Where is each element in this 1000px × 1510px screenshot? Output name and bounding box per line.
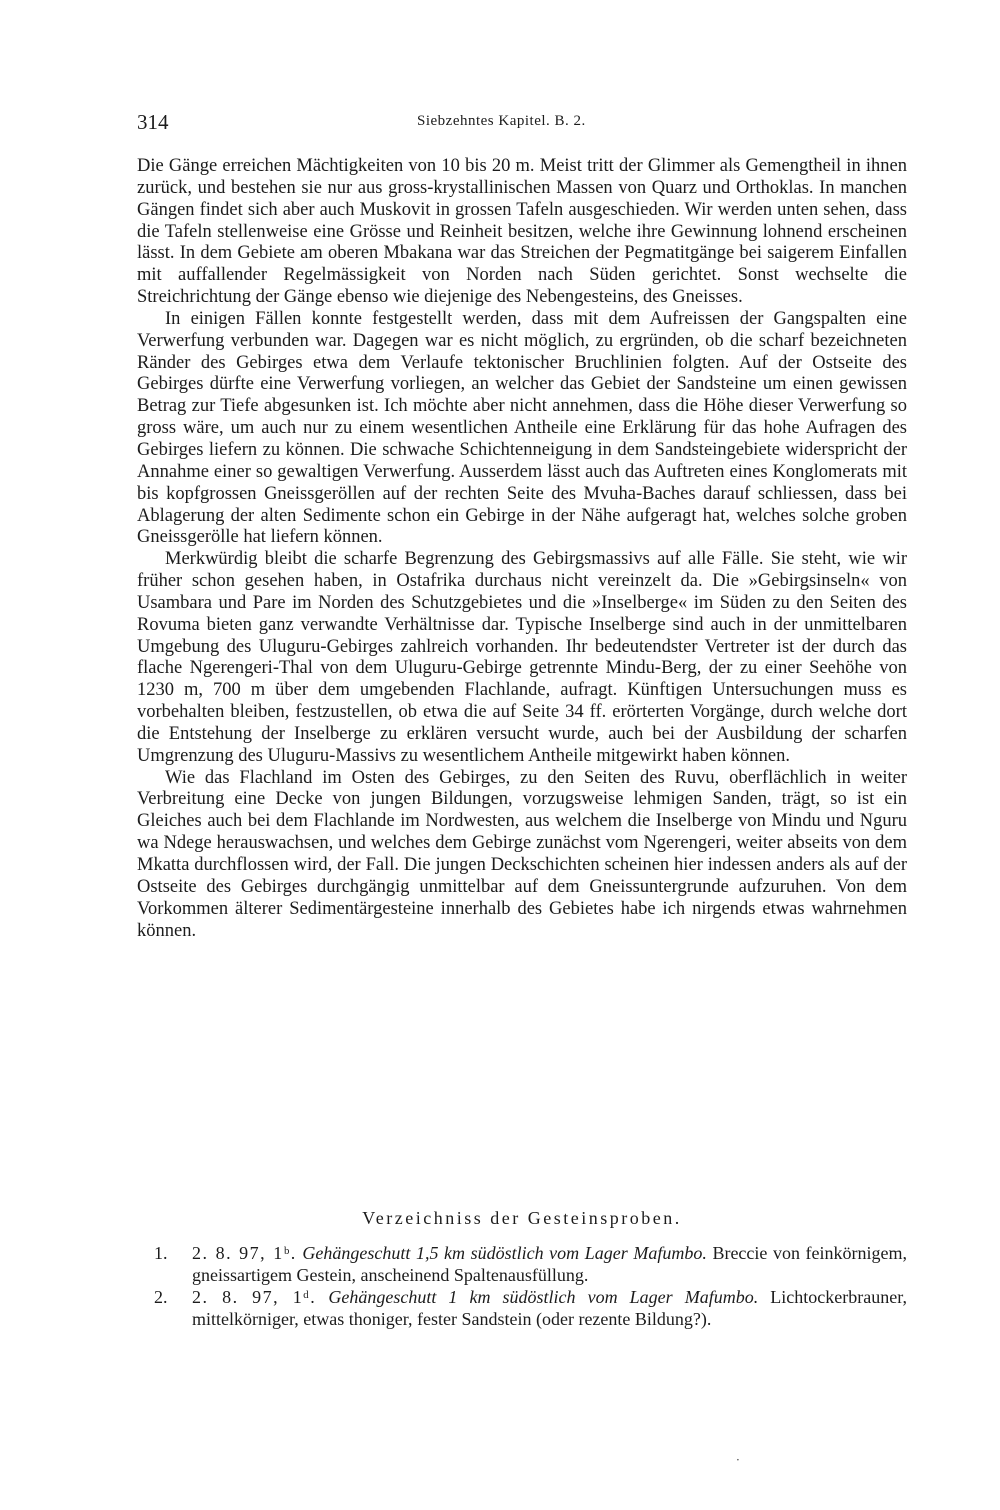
paragraph: Wie das Flachland im Osten des Gebirges, zu den Seiten des Ruvu, oberflächlich in weiter Verbreitung eine Decke von jungen Bildungen, vorzugsweise lehmigen Sanden, trägt, so ist ein Gleiches auch bei dem Flachlande im Nordwesten, aus welchem die Inselberge von Mindu und Nguru wa Ndege herauswachsen, und welches dem Gebirge zunächst vom Ngerengeri, weiter abseits von dem Mkatta durchflossen wird, der Fall. Die jungen Deckschichten scheinen hier indessen anders als auf der Ostseite des Gebirges durchgängig unmittelbar auf dem Gneissuntergrunde aufzuruhen. Von dem Vorkommen älterer Sedimentärgesteine innerhalb des Gebietes habe ich nirgends etwas wahrnehmen können. [137, 767, 907, 941]
page-number: 314 [137, 110, 169, 134]
sample-date-code: 2. 8. 97, 1ᵇ. [192, 1243, 297, 1263]
sample-description: Lichtockerbrauner, mittelkörniger, etwas thoniger, fester Sandstein (oder rezente Bildung?). [192, 1286, 908, 1329]
chapter-heading: Siebzehntes Kapitel. B. 2. [417, 113, 586, 129]
sample-list [137, 1243, 907, 1330]
sample-number: 2. [154, 1286, 168, 1307]
running-head [137, 110, 907, 140]
sample-location: Gehängeschutt 1 km südöstlich vom Lager Mafumbo. [328, 1286, 759, 1307]
paragraph: Merkwürdig bleibt die scharfe Begrenzung des Gebirgsmassivs auf alle Fälle. Sie steht, wie wir früher schon gesehen haben, in Ostafrika durchaus nicht vereinzelt da. Die »Gebirgsinseln« von Usambara und Pare im Norden des Schutzgebietes und die »Inselberge« im Süden zu den Seiten des Rovuma bieten ganz verwandte Verhältnisse dar. Typische Inselberge sind auch in der unmittelbaren Umgebung des Uluguru-Gebirges zahlreich vorhanden. Ihr bedeutendster Vertreter ist der durch das flache Ngerengeri-Thal von dem Uluguru-Gebirge getrennte Mindu-Berg, der zu einer Seehöhe von 1230 m, 700 m über dem umgebenden Flachlande, aufragt. Künftigen Untersuchungen muss es vorbehalten bleiben, festzustellen, ob etwa die auf Seite 34 ff. erörterten Vorgänge, durch welche dort die Entstehung der Inselberge zu erklären versucht wurde, auch bei der Ausbildung der scharfen Umgrenzung des Uluguru-Massivs zu wesentlichem Antheile mitgewirkt haben können. [137, 549, 907, 766]
list-item [137, 1243, 907, 1287]
sample-location: Gehängeschutt 1,5 km südöstlich vom Lager Mafumbo. [302, 1243, 707, 1263]
scan-speck: · [736, 1453, 740, 1467]
list-item [137, 1287, 907, 1331]
paragraph: Die Gänge erreichen Mächtigkeiten von 10 bis 20 m. Meist tritt der Glimmer als Gemengtheil in ihnen zurück, und bestehen sie nur aus gross-krystallinischen Massen von Quarz und Orthoklas. In manchen Gängen findet sich aber auch Muskovit in grossen Tafeln ausgeschieden. Wir werden unten sehen, dass die Tafeln stellenweise eine Grösse und Reinheit besitzen, welche ihre Gewinnung lohnend erscheinen lässt. In dem Gebiete am oberen Mbakana war das Streichen der Pegmatitgänge bei saigerem Einfallen mit auffallender Regelmässigkeit von Norden nach Süden gerichtet. Sonst wechselte die Streichrichtung der Gänge ebenso wie diejenige des Nebengesteins, des Gneisses. [137, 156, 907, 308]
sample-number: 1. [154, 1243, 168, 1263]
sample-description: Breccie von feinkörnigem, gneissartigem Gestein, anscheinend Spaltenausfüllung. [192, 1243, 908, 1285]
section-heading: Verzeichniss der Gesteinsproben. [362, 1208, 682, 1228]
paragraph: In einigen Fällen konnte festgestellt werden, dass mit dem Aufreissen der Gangspalten eine Verwerfung verbunden war. Dagegen war es nicht möglich, zu ergründen, ob die scharf bezeichneten Ränder des Gebirges etwa dem Verlaufe tektonischer Bruchlinien folgten. Auf der Ostseite des Gebirges dürfte eine Verwerfung vorliegen, an welcher das Gebiet der Sandsteine um einen gewissen Betrag zur Tiefe abgesunken ist. Ich möchte aber nicht annehmen, dass die Höhe dieser Verwerfung so gross wäre, um auch nur zu einem wesentlichen Antheile eine Erklärung für das hohe Aufragen des Gebirges liefern zu können. Die schwache Schichtenneigung in dem Sandsteingebiete widerspricht der Annahme einer so gewaltigen Verwerfung. Ausserdem lässt auch das Auftreten eines Konglomerats mit bis kopfgrossen Gneissgeröllen auf der rechten Seite des Mvuha-Baches darauf schliessen, dass bei Ablagerung der alten Sedimente schon ein Gebirge in der Nähe aufgeragt hat, welches solche groben Gneissgerölle hat liefern können. [137, 308, 907, 548]
sample-date-code: 2. 8. 97, 1ᵈ. [192, 1286, 317, 1307]
body-text [137, 156, 907, 942]
